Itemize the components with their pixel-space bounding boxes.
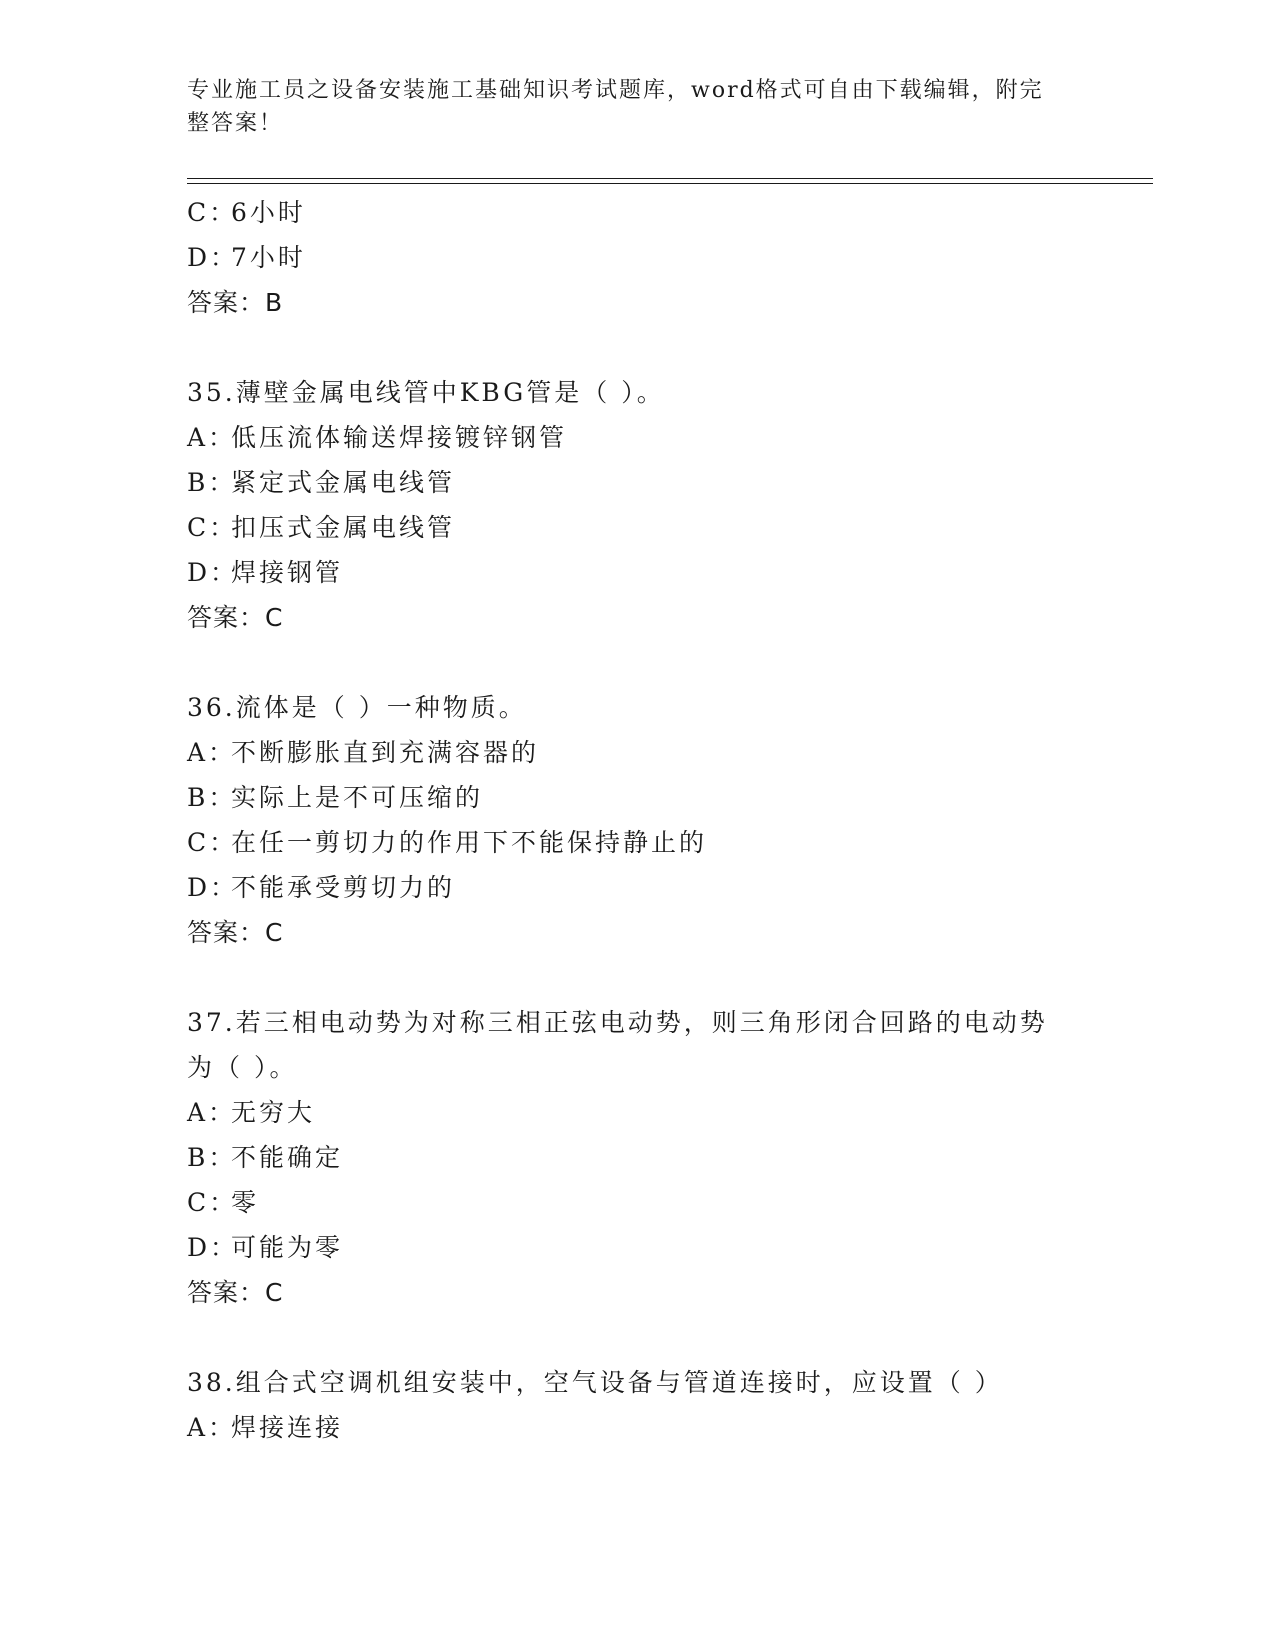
option-line xyxy=(187,415,1107,460)
option-key: A： xyxy=(187,738,237,767)
option-text: 焊接连接 xyxy=(231,1413,344,1442)
option-key: D： xyxy=(187,873,239,902)
option-text: 焊接钢管 xyxy=(231,558,344,587)
header-line-2: 整答案！ xyxy=(187,111,284,136)
question-36 xyxy=(187,685,1107,955)
option-text: 可能为零 xyxy=(231,1233,344,1262)
option-key: B： xyxy=(187,1143,237,1172)
option-text: 零 xyxy=(231,1188,260,1217)
option-line xyxy=(187,190,1107,235)
answer-line: 答案：C xyxy=(187,1278,284,1307)
option-text: 7小时 xyxy=(231,243,306,272)
option-line xyxy=(187,1225,1107,1270)
question-stem: 38.组合式空调机组安装中，空气设备与管道连接时，应设置（ ） xyxy=(187,1368,1003,1397)
question-stem-continued: 为（ ）。 xyxy=(187,1053,298,1082)
question-35 xyxy=(187,370,1107,640)
option-line xyxy=(187,730,1107,775)
option-line xyxy=(187,1405,1107,1450)
option-text: 扣压式金属电线管 xyxy=(231,513,456,542)
option-key: A： xyxy=(187,1098,237,1127)
option-key: B： xyxy=(187,468,237,497)
option-key: C： xyxy=(187,513,238,542)
option-text: 不断膨胀直到充满容器的 xyxy=(231,738,540,767)
option-line xyxy=(187,235,1107,280)
option-text: 紧定式金属电线管 xyxy=(231,468,456,497)
option-line xyxy=(187,1180,1107,1225)
question-list xyxy=(187,190,1107,1450)
spacer xyxy=(187,325,1107,370)
option-text: 在任一剪切力的作用下不能保持静止的 xyxy=(231,828,708,857)
header-divider-bottom xyxy=(187,183,1153,184)
question-stem: 36.流体是（ ）一种物质。 xyxy=(187,693,527,722)
option-line xyxy=(187,775,1107,820)
option-key: D： xyxy=(187,1233,239,1262)
option-key: D： xyxy=(187,558,239,587)
option-line xyxy=(187,505,1107,550)
option-line xyxy=(187,1090,1107,1135)
spacer xyxy=(187,640,1107,685)
option-text: 6小时 xyxy=(231,198,306,227)
option-line xyxy=(187,865,1107,910)
question-37 xyxy=(187,1000,1107,1315)
answer-line: 答案：C xyxy=(187,603,284,632)
option-line xyxy=(187,550,1107,595)
option-key: C： xyxy=(187,828,238,857)
option-key: D： xyxy=(187,243,239,272)
answer-line: 答案：B xyxy=(187,288,284,317)
option-key: C： xyxy=(187,198,238,227)
header-line-1: 专业施工员之设备安装施工基础知识考试题库，word格式可自由下载编辑，附完 xyxy=(187,78,1044,103)
answer-line: 答案：C xyxy=(187,918,284,947)
option-text: 不能承受剪切力的 xyxy=(231,873,456,902)
option-key: C： xyxy=(187,1188,238,1217)
option-key: B： xyxy=(187,783,237,812)
question-stem: 35.薄壁金属电线管中KBG管是（ ）。 xyxy=(187,378,665,407)
option-key: A： xyxy=(187,1413,237,1442)
option-text: 实际上是不可压缩的 xyxy=(231,783,484,812)
option-key: A： xyxy=(187,423,237,452)
option-line xyxy=(187,820,1107,865)
option-text: 低压流体输送焊接镀锌钢管 xyxy=(231,423,568,452)
option-line xyxy=(187,1135,1107,1180)
option-text: 无穷大 xyxy=(231,1098,316,1127)
spacer xyxy=(187,1315,1107,1360)
previous-question-tail xyxy=(187,190,1107,325)
document-header xyxy=(187,74,1067,140)
spacer xyxy=(187,955,1107,1000)
question-38 xyxy=(187,1360,1107,1450)
option-line xyxy=(187,460,1107,505)
question-stem: 37.若三相电动势为对称三相正弦电动势，则三角形闭合回路的电动势 xyxy=(187,1008,1048,1037)
header-divider-top xyxy=(187,178,1153,179)
option-text: 不能确定 xyxy=(231,1143,344,1172)
